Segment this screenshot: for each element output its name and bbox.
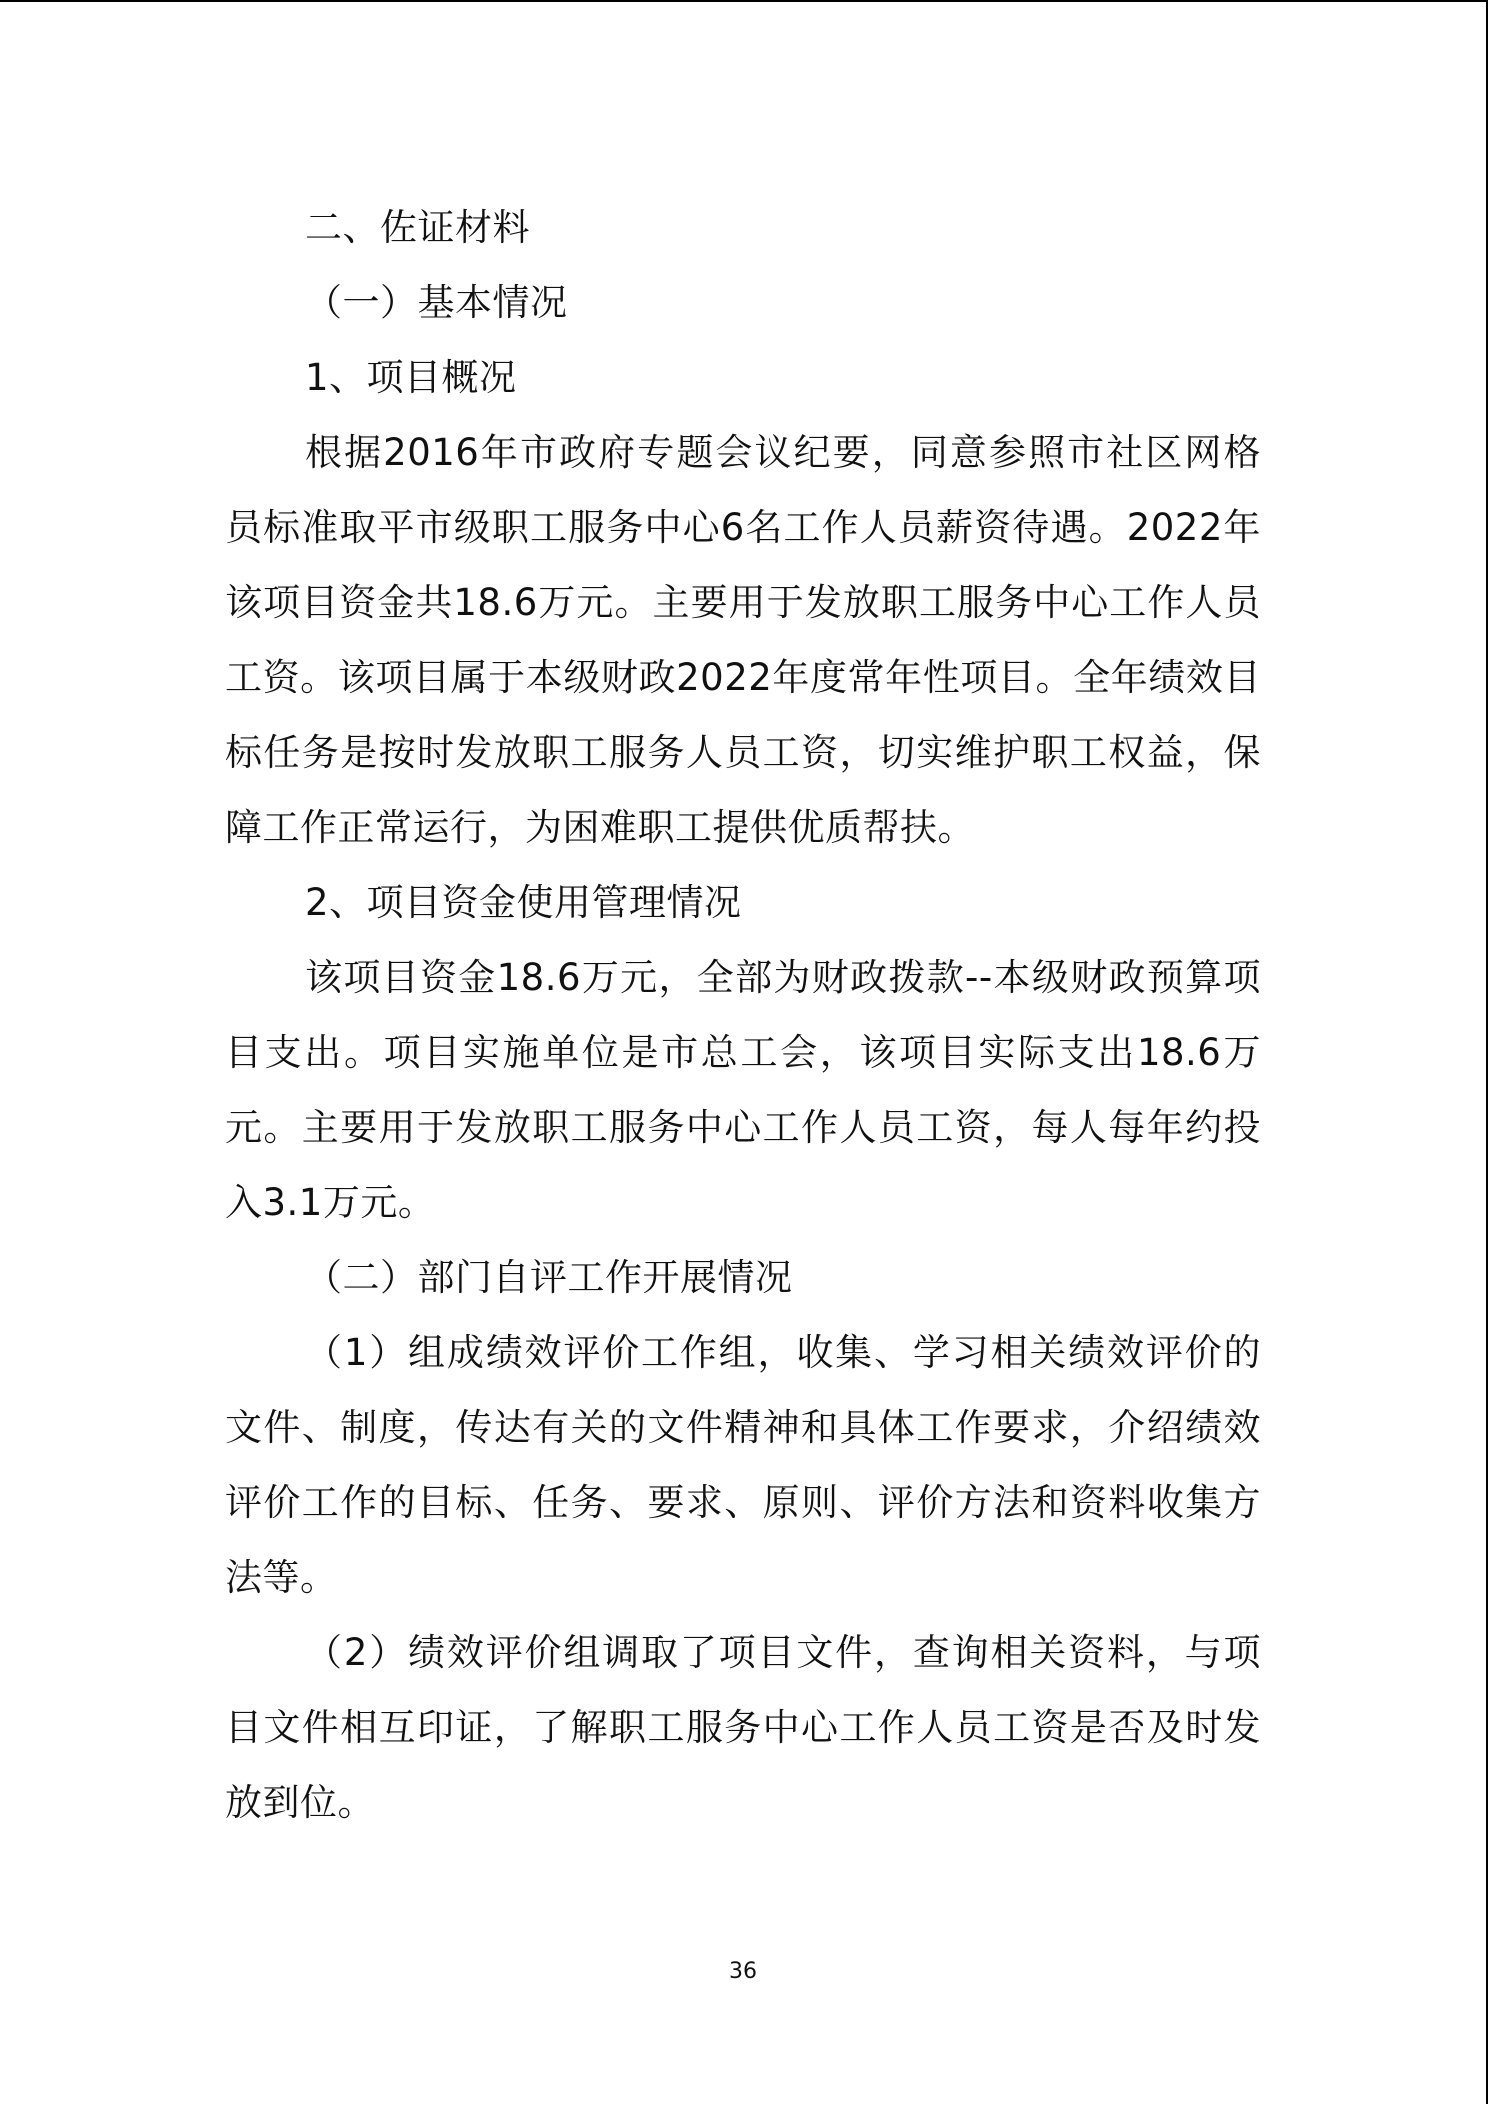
paragraph-fund-management: 该项目资金18.6万元，全部为财政拨款--本级财政预算项目支出。项目实施单位是市总工会，该项目实际支出18.6万元。主要用于发放职工服务中心工作人员工资，每人每年约投入3.1万元。 [225,956,1261,1224]
page-number: 36 [729,1959,757,1984]
document-body [225,190,1261,1840]
heading-fund-management: 2、项目资金使用管理情况 [305,881,742,924]
paragraph-evaluation-step-1: （1）组成绩效评价工作组，收集、学习相关绩效评价的文件、制度，传达有关的文件精神和具体工作要求，介绍绩效评价工作的目标、任务、要求、原则、评价方法和资料收集方法等。 [225,1331,1261,1599]
paragraph-evaluation-step-2: （2）绩效评价组调取了项目文件，查询相关资料，与项目文件相互印证，了解职工服务中心工作人员工资是否及时发放到位。 [225,1631,1261,1824]
heading-project-overview: 1、项目概况 [305,356,517,399]
heading-basic-situation: （一）基本情况 [305,281,568,324]
heading-supporting-materials: 二、佐证材料 [305,206,530,249]
paragraph-project-overview: 根据2016年市政府专题会议纪要，同意参照市社区网格员标准取平市级职工服务中心6名工作人员薪资待遇。2022年该项目资金共18.6万元。主要用于发放职工服务中心工作人员工资。该项目属于本级财政2022年度常年性项目。全年绩效目标任务是按时发放职工服务人员工资，切实维护职工权益，保障工作正常运行，为困难职工提供优质帮扶。 [225,431,1261,849]
heading-self-evaluation: （二）部门自评工作开展情况 [305,1256,793,1299]
